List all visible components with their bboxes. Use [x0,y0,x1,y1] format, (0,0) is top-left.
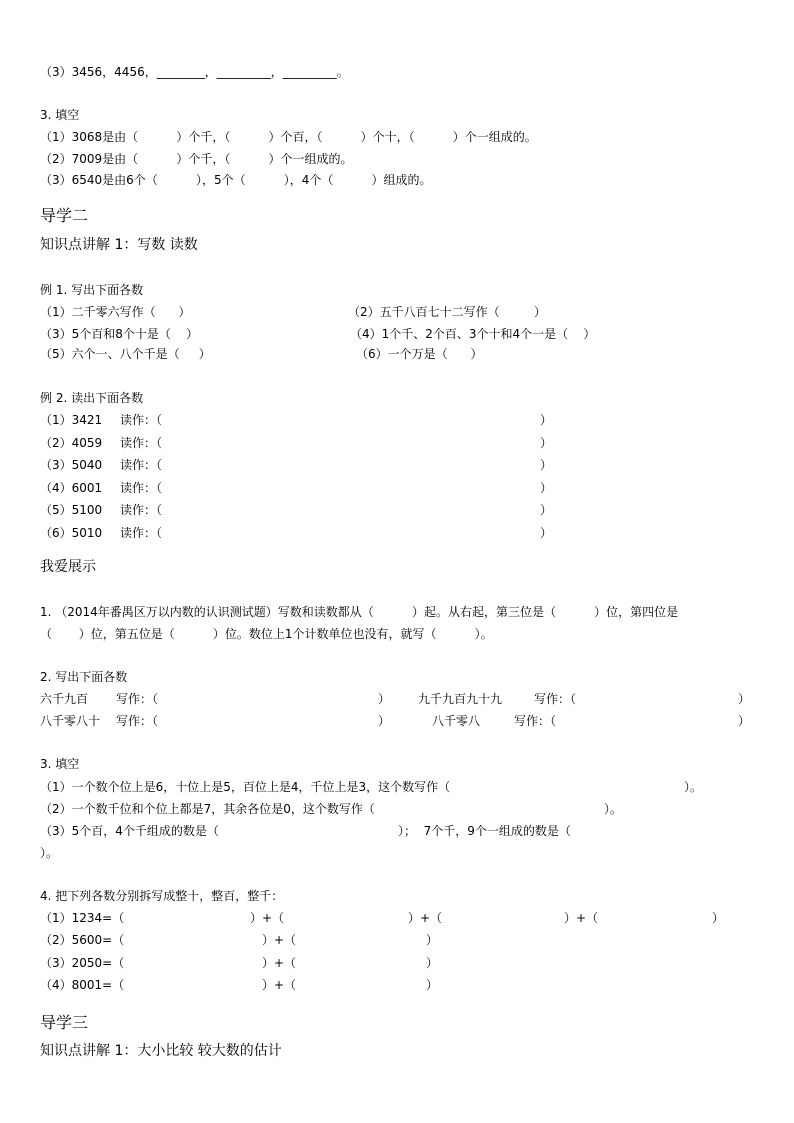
example2-number: （1）3421 [40,413,103,427]
example2-close-paren: ） [540,526,553,540]
fill-item-2: （2）7009是由（ ）个千，（ ）个一组成的。 [40,152,353,166]
show-q4-title: 4. 把下列各数分别拆写成整十，整百，整千： [40,889,284,903]
guide3-heading: 导学三 [40,1013,89,1032]
q4-close-paren: ） [426,956,439,970]
q4-close-paren: ） [426,978,439,992]
example2-read-label: 读作：（ [120,413,163,427]
show-q3-title: 3. 填空 [40,757,80,771]
q4-close-paren: ） [712,911,725,925]
example2-close-paren: ） [540,481,553,495]
example2-close-paren: ） [540,413,553,427]
example2-number: （2）4059 [40,436,103,450]
example1-title: 例 1. 写出下面各数 [40,283,144,297]
q4-plus-segment: ）+（ [262,956,297,970]
q2-close-paren: ） [378,714,391,728]
example2-number: （5）5100 [40,503,103,517]
example2-read-label: 读作：（ [120,436,163,450]
q2-write-label: 写作：（ [514,714,557,728]
show-heading: 我爱展示 [40,559,96,575]
q2-write-label: 写作：（ [116,714,159,728]
example2-close-paren: ） [540,503,553,517]
q2-close-paren: ） [738,714,751,728]
show-q1-line-2: （ ）位，第五位是（ ）位。数位上1个计数单位也没有，就写（ ）。 [40,627,493,641]
q4-plus-segment: ）+（ [262,933,297,947]
example2-number: （4）6001 [40,481,103,495]
q2-close-paren: ） [738,692,751,706]
show-q3-line-3b: ）； 7个千，9个一组成的数是（ [398,824,571,838]
example2-read-label: 读作：（ [120,526,163,540]
show-q3-line-1b: ）。 [684,780,703,794]
fill-item-3: （3）6540是由6个（ ），5个（ ），4个（ ）组成的。 [40,173,432,187]
fill-section-title: 3. 填空 [40,108,80,122]
example2-number: （6）5010 [40,526,103,540]
q2-number-words: 九千九百九十九 [418,692,503,706]
q2-close-paren: ） [378,692,391,706]
example2-read-label: 读作：（ [120,458,163,472]
fill-item-1: （1）3068是由（ ）个千，（ ）个百，（ ）个十，（ ）个一组成的。 [40,130,537,144]
show-q1-line-1: 1. （2014年番禺区万以内数的认识测试题）写数和读数都从（ ）起。从右起，第三位是（ ）位，第四位是 [40,605,679,619]
q2-write-label: 写作：（ [116,692,159,706]
q4-plus-segment: ）+（ [408,911,443,925]
q4-expression: （4）8001=（ [40,978,125,992]
show-q3-line-1a: （1）一个数个位上是6，十位上是5，百位上是4，千位上是3，这个数写作（ [40,780,451,794]
example2-title: 例 2. 读出下面各数 [40,391,144,405]
q4-plus-segment: ）+（ [262,978,297,992]
q4-expression: （1）1234=（ [40,911,125,925]
show-q3-line-2a: （2）一个数千位和个位上都是7，其余各位是0，这个数写作（ [40,802,375,816]
example1-item-6: （6）一个万是（ ） [356,347,483,361]
example2-read-label: 读作：（ [120,503,163,517]
example1-item-4: （4）1个千、2个百、3个十和4个一是（ ） [350,327,596,341]
q4-plus-segment: ）+（ [250,911,285,925]
guide3-knowledge: 知识点讲解 1：大小比较 较大数的估计 [40,1043,282,1059]
guide2-heading: 导学二 [40,206,89,225]
example1-item-3: （3）5个百和8个十是（ ） [40,327,199,341]
show-q2-title: 2. 写出下面各数 [40,670,128,684]
q4-expression: （3）2050=（ [40,956,125,970]
example2-read-label: 读作：（ [120,481,163,495]
top-line-3: （3）3456，4456，________，_________，_________。 [40,65,349,79]
example2-close-paren: ） [540,436,553,450]
q4-plus-segment: ）+（ [564,911,599,925]
example2-number: （3）5040 [40,458,103,472]
example1-item-2: （2）五千八百七十二写作（ ） [348,305,546,319]
example1-item-5: （5）六个一、八个千是（ ） [40,347,211,361]
show-q3-line-2b: ）。 [604,802,623,816]
show-q3-line-3a: （3）5个百，4个千组成的数是（ [40,824,219,838]
q2-number-words: 八千零八 [432,714,481,728]
q2-number-words: 六千九百 [40,692,89,706]
show-q3-line-4: ）。 [40,846,59,860]
example1-item-1: （1）二千零六写作（ ） [40,305,191,319]
q4-expression: （2）5600=（ [40,933,125,947]
q2-number-words: 八千零八十 [40,714,101,728]
q4-close-paren: ） [426,933,439,947]
guide2-knowledge: 知识点讲解 1：写数 读数 [40,237,198,253]
q2-write-label: 写作：（ [534,692,577,706]
example2-close-paren: ） [540,458,553,472]
